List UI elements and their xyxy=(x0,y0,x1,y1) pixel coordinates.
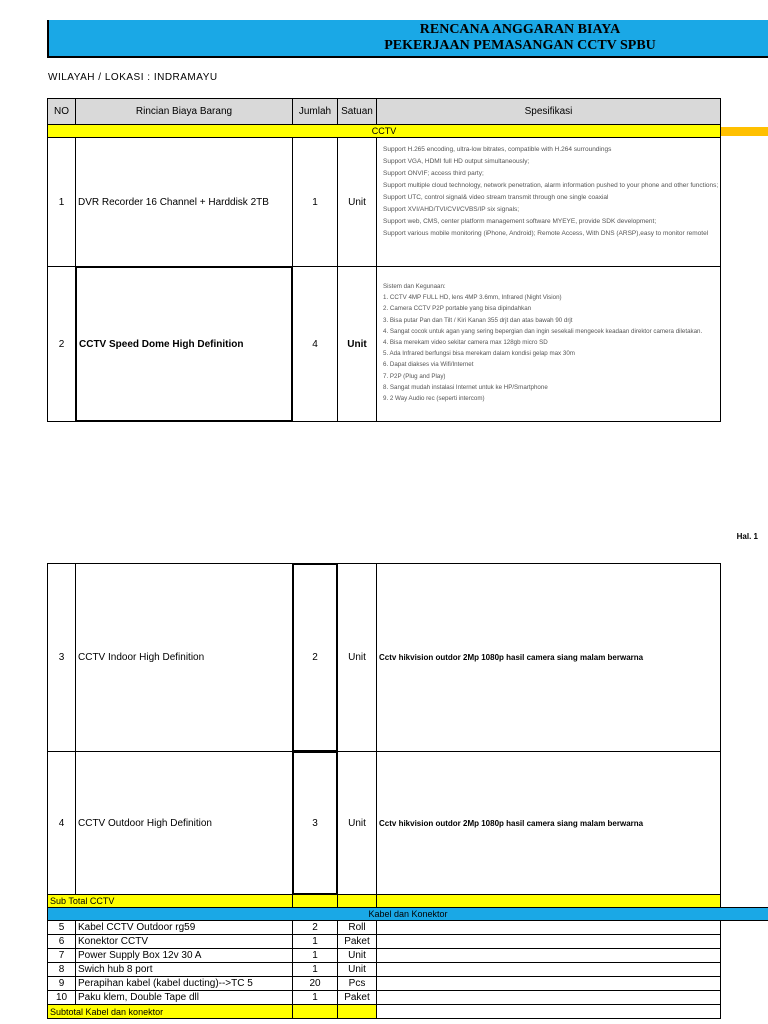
row1-spec-line: Support various mobile monitoring (iPhone, Android); Remote Access, With DNS (ARSP),easy to monitor remotel xyxy=(383,230,709,237)
row3-spec: Cctv hikvision outdor 2Mp 1080p hasil camera siang malam berwarna xyxy=(376,563,721,752)
row4-spec: Cctv hikvision outdor 2Mp 1080p hasil camera siang malam berwarna xyxy=(376,751,721,895)
row2-spec-line: 7. P2P (Plug and Play) xyxy=(383,372,446,380)
row2-qty: 4 xyxy=(292,266,338,422)
row1-qty: 1 xyxy=(292,137,338,267)
row2-spec-line: 8. Sangat mudah instalasi Internet untuk ke HP/Smartphone xyxy=(383,383,548,391)
row2-unit: Unit xyxy=(337,266,377,422)
cable-row-qty: 1 xyxy=(292,948,338,963)
row2-spec xyxy=(376,266,721,422)
subtotal-cctv-unit xyxy=(337,894,377,908)
section-cctv: CCTV xyxy=(47,124,721,138)
subtotal-cable-label: Subtotal Kabel dan konektor xyxy=(47,1004,293,1019)
cable-row-unit: Paket xyxy=(337,934,377,949)
cable-row-qty: 20 xyxy=(292,976,338,991)
cable-row-unit: Unit xyxy=(337,962,377,977)
row2-spec-line: 9. 2 Way Audio rec (seperti intercom) xyxy=(383,395,485,403)
subtotal-cctv-value xyxy=(376,894,721,908)
cable-row-no: 5 xyxy=(47,920,76,935)
cable-row-unit: Roll xyxy=(337,920,377,935)
cable-row-item: Konektor CCTV xyxy=(75,934,293,949)
title-line-2: PEKERJAAN PEMASANGAN CCTV SPBU xyxy=(384,38,656,53)
cable-row-unit: Pcs xyxy=(337,976,377,991)
row3-unit: Unit xyxy=(337,563,377,752)
cable-row-unit: Unit xyxy=(337,948,377,963)
row4-qty: 3 xyxy=(292,751,338,895)
header-spec: Spesifikasi xyxy=(376,98,721,125)
cable-row-spec xyxy=(376,934,721,949)
row1-spec-line: Support web, CMS, center platform management software MYEYE, provide SDK development; xyxy=(383,218,657,225)
row2-spec-line: 2. Camera CCTV P2P portable yang bisa dipindahkan xyxy=(383,305,532,313)
row1-spec-line: Support VGA, HDMI full HD output simultaneously; xyxy=(383,158,530,165)
row1-spec-line: Support multiple cloud technology, network penetration, alarm information pushed to your phone and other functions; xyxy=(383,182,719,189)
cable-row-no: 7 xyxy=(47,948,76,963)
row2-spec-line: 5. Ada Infrared berfungsi bisa merekam dalam kondisi gelap max 30m xyxy=(383,350,575,358)
cable-row-item: Kabel CCTV Outdoor rg59 xyxy=(75,920,293,935)
row4-unit: Unit xyxy=(337,751,377,895)
header-item: Rincian Biaya Barang xyxy=(75,98,293,125)
row1-spec xyxy=(376,137,721,267)
row3-item: CCTV Indoor High Definition xyxy=(75,563,293,752)
cable-row-item: Power Supply Box 12v 30 A xyxy=(75,948,293,963)
subtotal-cctv-qty xyxy=(292,894,338,908)
header-unit: Satuan xyxy=(337,98,377,125)
cable-row-qty: 1 xyxy=(292,934,338,949)
cable-row-item: Swich hub 8 port xyxy=(75,962,293,977)
row4-item: CCTV Outdoor High Definition xyxy=(75,751,293,895)
cable-row-spec xyxy=(376,990,721,1005)
page-number: Hal. 1 xyxy=(736,532,758,541)
cable-row-qty: 1 xyxy=(292,962,338,977)
cable-row-no: 6 xyxy=(47,934,76,949)
row2-spec-line: 3. Bisa putar Pan dan Tilt / Kiri Kanan 355 drjt dan atas bawah 90 drjt xyxy=(383,316,573,324)
row1-no: 1 xyxy=(47,137,76,267)
row3-qty: 2 xyxy=(292,563,338,752)
header-qty: Jumlah xyxy=(292,98,338,125)
subtotal-cable-unit xyxy=(337,1004,377,1019)
location-label: WILAYAH / LOKASI : INDRAMAYU xyxy=(48,72,218,83)
row1-unit: Unit xyxy=(337,137,377,267)
subtotal-cable-value xyxy=(376,1004,721,1019)
row2-spec-line: Sistem dan Kegunaan: xyxy=(383,283,446,290)
cable-row-item: Perapihan kabel (kabel ducting)-->TC 5 xyxy=(75,976,293,991)
section-cable: Kabel dan Konektor xyxy=(47,907,768,921)
row1-spec-line: Support ONVIF; access third party; xyxy=(383,170,484,177)
cable-row-spec xyxy=(376,962,721,977)
row4-no: 4 xyxy=(47,751,76,895)
cable-row-spec xyxy=(376,948,721,963)
row2-spec-line: 1. CCTV 4MP FULL HD, lens 4MP 3.6mm, Infrared (Night Vision) xyxy=(383,294,562,302)
subtotal-cable-qty xyxy=(292,1004,338,1019)
row2-no: 2 xyxy=(47,266,76,422)
cable-row-spec xyxy=(376,920,721,935)
row1-spec-line: Support UTC, control signal& video stream transmit through one single coaxial xyxy=(383,194,609,201)
cable-row-unit: Paket xyxy=(337,990,377,1005)
cable-row-qty: 1 xyxy=(292,990,338,1005)
cable-row-no: 10 xyxy=(47,990,76,1005)
row2-item: CCTV Speed Dome High Definition xyxy=(75,266,293,422)
row1-spec-line: Support XVI/AHD/TVI/CVI/CVBS/IP six signals; xyxy=(383,206,520,213)
subtotal-cctv-label: Sub Total CCTV xyxy=(47,894,293,908)
section-cctv-accent xyxy=(721,127,768,136)
cable-row-qty: 2 xyxy=(292,920,338,935)
row2-spec-line: 4. Sangat cocok untuk agan yang sering bepergian dan ingin sesekali mengecek keadaan direktor camera diletakan. xyxy=(383,327,703,335)
row2-spec-line: 6. Dapat diakses via Wifi/Internet xyxy=(383,361,474,369)
row1-spec-line: Support H.265 encoding, ultra-low bitrates, compatible with H.264 surroundings xyxy=(383,146,612,153)
cable-row-no: 8 xyxy=(47,962,76,977)
title-line-1: RENCANA ANGGARAN BIAYA xyxy=(419,22,621,37)
cable-row-spec xyxy=(376,976,721,991)
cable-row-no: 9 xyxy=(47,976,76,991)
row2-spec-line: 4. Bisa merekam video sekitar camera max 128gb micro SD xyxy=(383,339,548,347)
row1-item: DVR Recorder 16 Channel + Harddisk 2TB xyxy=(75,137,293,267)
header-no: NO xyxy=(47,98,76,125)
cable-row-item: Paku klem, Double Tape dll xyxy=(75,990,293,1005)
row3-no: 3 xyxy=(47,563,76,752)
